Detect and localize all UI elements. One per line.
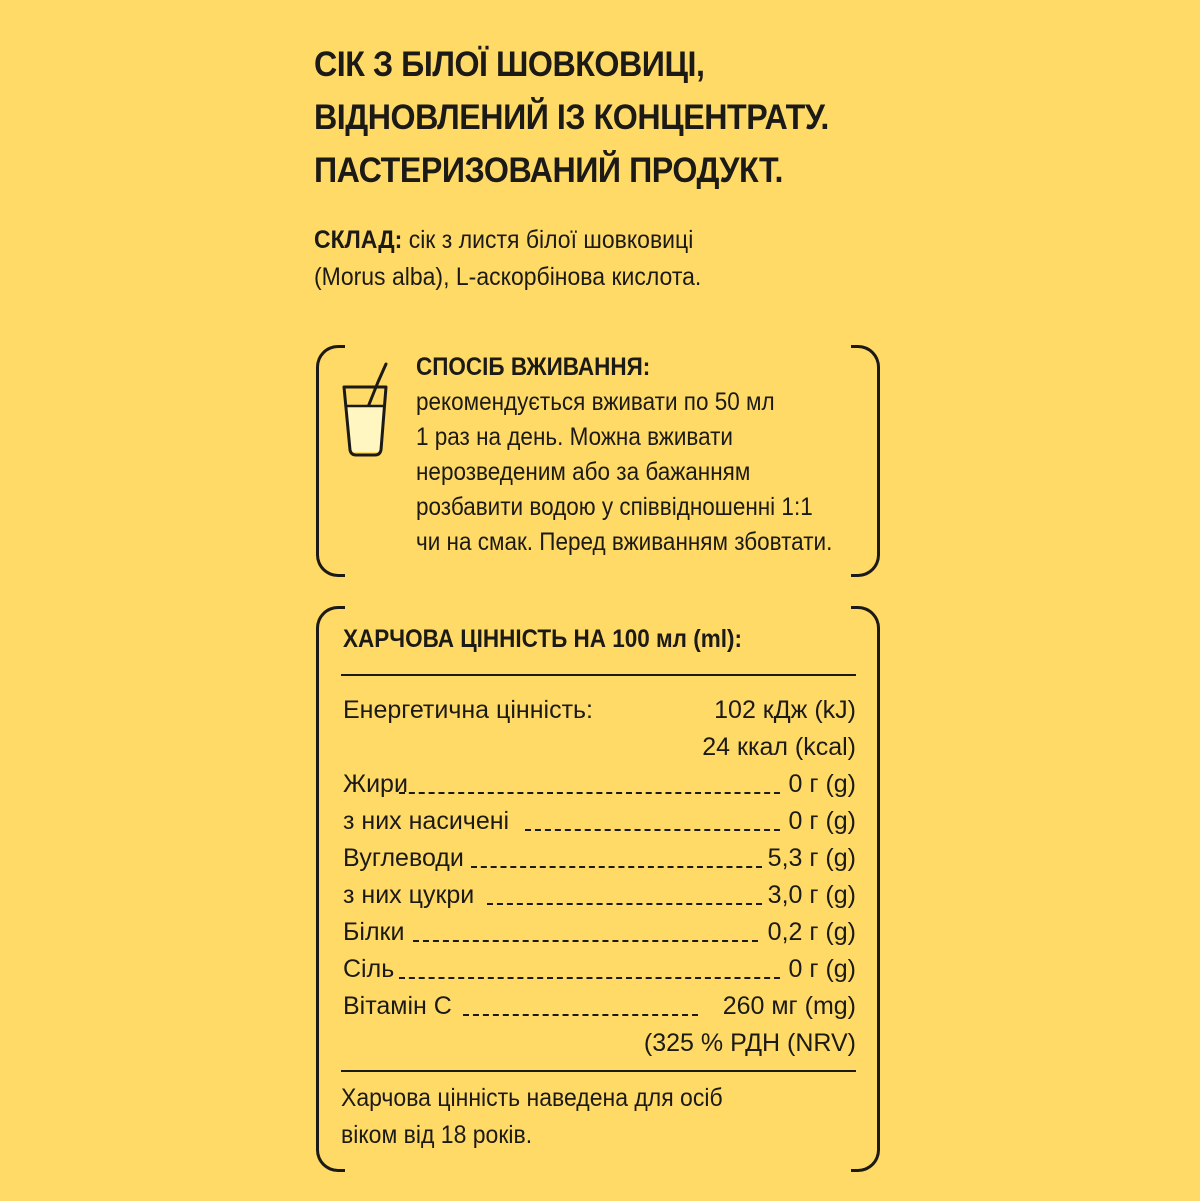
nutrient-label: Білки — [343, 918, 405, 946]
nutrient-value: 0 г (g) — [788, 807, 856, 835]
glass-with-straw-icon — [340, 360, 390, 460]
nutrient-row — [343, 803, 856, 840]
nutrient-row — [343, 914, 856, 951]
nutrient-value: 5,3 г (g) — [767, 844, 856, 872]
nutrition-note — [341, 1080, 856, 1154]
vitamin-c-nrv: (325 % РДН (NRV) — [643, 1029, 856, 1057]
nutrient-value: 0,2 г (g) — [767, 918, 856, 946]
nutrition-bottom-divider — [341, 1070, 856, 1072]
dotted-leader — [471, 866, 762, 868]
dotted-leader — [463, 1014, 698, 1016]
composition-text-1: сік з листя білої шовковиці — [402, 226, 694, 254]
nutrient-label: Вітамін С — [343, 992, 452, 1020]
usage-line: розбавити водою у співвідношенні 1:1 — [416, 493, 813, 521]
energy-kj: 102 кДж (kJ) — [714, 696, 856, 724]
title-line-1: СІК З БІЛОЇ ШОВКОВИЦІ, — [314, 45, 705, 84]
dotted-leader — [525, 829, 780, 831]
usage-heading: СПОСІБ ВЖИВАННЯ: — [416, 353, 651, 381]
nutrient-row — [343, 951, 856, 988]
nutrient-row — [343, 840, 856, 877]
dotted-leader — [413, 940, 758, 942]
nutrient-label: з них цукри — [343, 881, 475, 909]
dotted-leader — [399, 977, 780, 979]
energy-kcal-row — [343, 729, 856, 766]
dotted-leader — [399, 792, 780, 794]
vitamin-c-nrv-row — [343, 1025, 856, 1062]
composition-text-2: (Morus alba), L-аскорбінова кислота. — [314, 263, 702, 291]
title-line-3: ПАСТЕРИЗОВАНИЙ ПРОДУКТ. — [314, 151, 784, 190]
nutrient-value: 3,0 г (g) — [767, 881, 856, 909]
energy-kcal: 24 ккал (kcal) — [702, 733, 856, 761]
composition-block — [314, 222, 958, 296]
nutrient-value: 0 г (g) — [788, 955, 856, 983]
nutrient-label: Жири — [343, 770, 408, 798]
nutrient-row — [343, 988, 856, 1025]
nutrition-top-divider — [341, 674, 856, 676]
energy-row — [343, 692, 856, 729]
nutrition-heading: ХАРЧОВА ЦІННІСТЬ НА 100 мл (ml): — [343, 625, 742, 653]
nutrient-label: з них насичені — [343, 807, 510, 835]
usage-line: чи на смак. Перед вживанням збовтати. — [416, 528, 833, 556]
note-line-1: Харчова цінність наведена для осіб — [341, 1084, 723, 1112]
nutrient-label: Вуглеводи — [343, 844, 464, 872]
nutrient-row — [343, 877, 856, 914]
usage-block — [416, 350, 866, 560]
composition-label: СКЛАД: — [314, 226, 403, 254]
nutrient-value: 0 г (g) — [788, 770, 856, 798]
note-line-2: віком від 18 років. — [341, 1121, 533, 1149]
usage-line: 1 раз на день. Можна вживати — [416, 423, 734, 451]
nutrient-label: Сіль — [343, 955, 395, 983]
dotted-leader — [487, 903, 762, 905]
title-line-2: ВІДНОВЛЕНИЙ ІЗ КОНЦЕНТРАТУ. — [314, 98, 829, 137]
usage-line: нерозведеним або за бажанням — [416, 458, 751, 486]
product-title — [314, 38, 1050, 197]
usage-line: рекомендується вживати по 50 мл — [416, 388, 775, 416]
nutrient-row — [343, 766, 856, 803]
energy-label: Енергетична цінність: — [343, 696, 593, 724]
nutrient-value: 260 мг (mg) — [722, 992, 856, 1020]
